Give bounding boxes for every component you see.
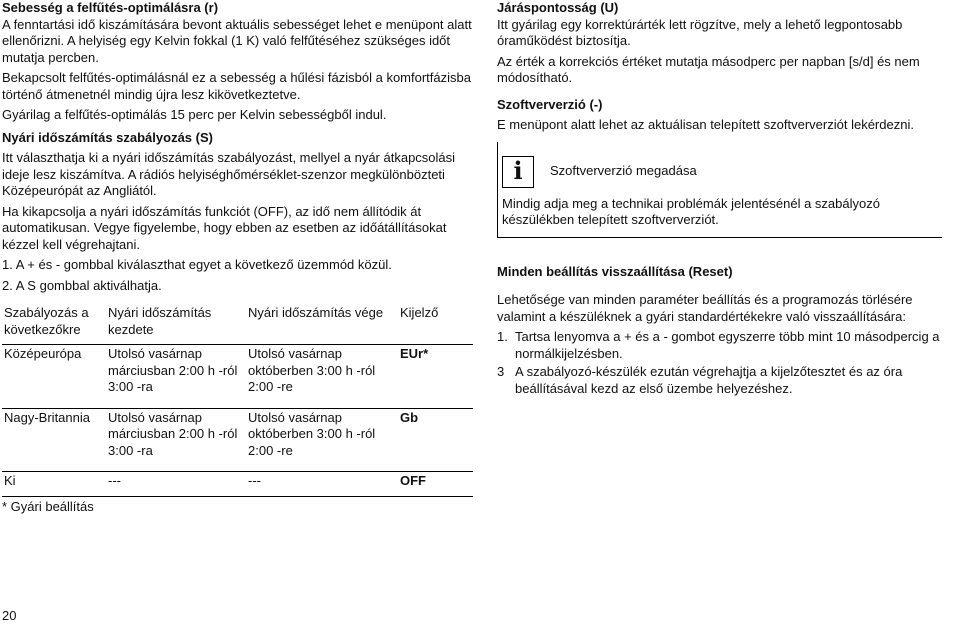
reset-steps-list [497, 329, 949, 397]
info-box-title: Szoftververzió megadása [550, 163, 697, 179]
table-cell: Utolsó vasárnap márciusban 2:00 h -ról 3:00 -ra [106, 345, 246, 409]
table-cell: OFF [398, 472, 473, 497]
step-item: 2. A S gombbal aktiválhatja. [2, 277, 162, 293]
table-header-row [2, 304, 473, 345]
table-header-cell: Szabályozás a következőkre [2, 304, 106, 345]
table-cell: Ki [2, 472, 106, 497]
info-box [497, 142, 942, 238]
summer-time-table [2, 304, 473, 497]
table-cell: Gb [398, 408, 473, 472]
table-cell: EUr* [398, 345, 473, 409]
table-header-cell: Nyári időszámítás kezdete [106, 304, 246, 345]
section-title-heating-speed: Sebesség a felfűtés-optimálásra (r) [2, 0, 219, 15]
info-box-text: Mindig adja meg a technikai problémák jelentésénél a szabályozó készülékben telepített szoftververziót. [502, 195, 880, 227]
info-icon: i [502, 156, 534, 188]
paragraph: E menüpont alatt lehet az aktuálisan telepített szoftververziót lekérdezni. [497, 117, 914, 132]
paragraph: Bekapcsolt felfűtés-optimálásnál ez a sebesség a hűlési fázisból a komfortfázisba történő átmenetnél mindig újra lesz kikövetkeztetve. [2, 70, 471, 102]
list-item-text: A szabályozó-készülék ezután végrehajtja a kijelzőtesztet és az óra beállításával kezd az első üzembe helyezéshez. [515, 364, 903, 396]
list-item-number: 3 [497, 364, 505, 379]
table-row [2, 472, 473, 497]
table-cell: --- [106, 472, 246, 497]
table-cell: Utolsó vasárnap októberben 3:00 h -ról 2:00 -re [246, 345, 398, 409]
paragraph: Gyárilag a felfűtés-optimálás 15 perc per Kelvin sebességből indul. [2, 107, 387, 122]
paragraph: Itt választhatja ki a nyári időszámítás szabályozást, mellyel a nyár átkapcsolási ideje lesz kiszámítva. A rádiós helyiséghőmérséklet-szenzor megkülönbözteti Középeurópát az Angliától. [2, 150, 456, 198]
table-row [2, 408, 473, 472]
paragraph: Itt gyárilag egy korrektúrárték lett rögzítve, mely a lehető legpontosabb óraműködést biztosítja. [497, 16, 903, 48]
section-title-reset: Minden beállítás visszaállítása (Reset) [497, 263, 733, 279]
section-title-clock-accuracy: Járáspontosság (U) [497, 0, 619, 15]
table-cell: Nagy-Britannia [2, 408, 106, 472]
paragraph: Lehetősége van minden paraméter beállítás és a programozás törlésére valamint a készüléknek a gyári standardértékekre való visszaállítására: [497, 292, 913, 324]
table-header-cell: Kijelző [398, 304, 473, 345]
info-box-header [502, 156, 942, 188]
list-item-text: Tartsa lenyomva a + és a - gombot egyszerre több mint 10 másodpercig a normálkijelzésben. [515, 329, 940, 361]
table-cell: Utolsó vasárnap márciusban 2:00 h -ról 3:00 -ra [106, 408, 246, 472]
table-header-cell: Nyári időszámítás vége [246, 304, 398, 345]
list-item [497, 329, 949, 362]
paragraph: Az érték a korrekciós értéket mutatja másodperc per napban [s/d] és nem módosítható. [497, 53, 920, 85]
footnote: * Gyári beállítás [2, 498, 94, 514]
table-cell: Utolsó vasárnap októberben 3:00 h -ról 2:00 -re [246, 408, 398, 472]
paragraph: A fenntartási idő kiszámítására bevont aktuális sebességet lehet e menüpont alatt ellenőrizni. A helyiség egy Kelvin fokkal (1 K) való felfűtéséhez szükséges időt mutatja percben. [2, 16, 472, 65]
table-cell: --- [246, 472, 398, 497]
list-item-number: 1. [497, 329, 508, 344]
right-column [497, 0, 949, 399]
table-cell: Középeurópa [2, 345, 106, 409]
list-item [497, 364, 949, 397]
paragraph: Ha kikapcsolja a nyári időszámítás funkciót (OFF), az idő nem állítódik át automatikusan. Vegye figyelembe, hogy ebben az esetben az időátállításokat kézzel kell végrehajtani. [2, 203, 447, 252]
page-number: 20 [2, 608, 17, 623]
table-row [2, 345, 473, 409]
section-title-summer-time: Nyári időszámítás szabályozás (S) [2, 129, 213, 145]
section-title-software-version: Szoftververzió (-) [497, 96, 603, 112]
left-column [2, 0, 472, 515]
step-item: 1. A + és - gombbal kiválaszthat egyet a következő üzemmód közül. [2, 257, 392, 272]
